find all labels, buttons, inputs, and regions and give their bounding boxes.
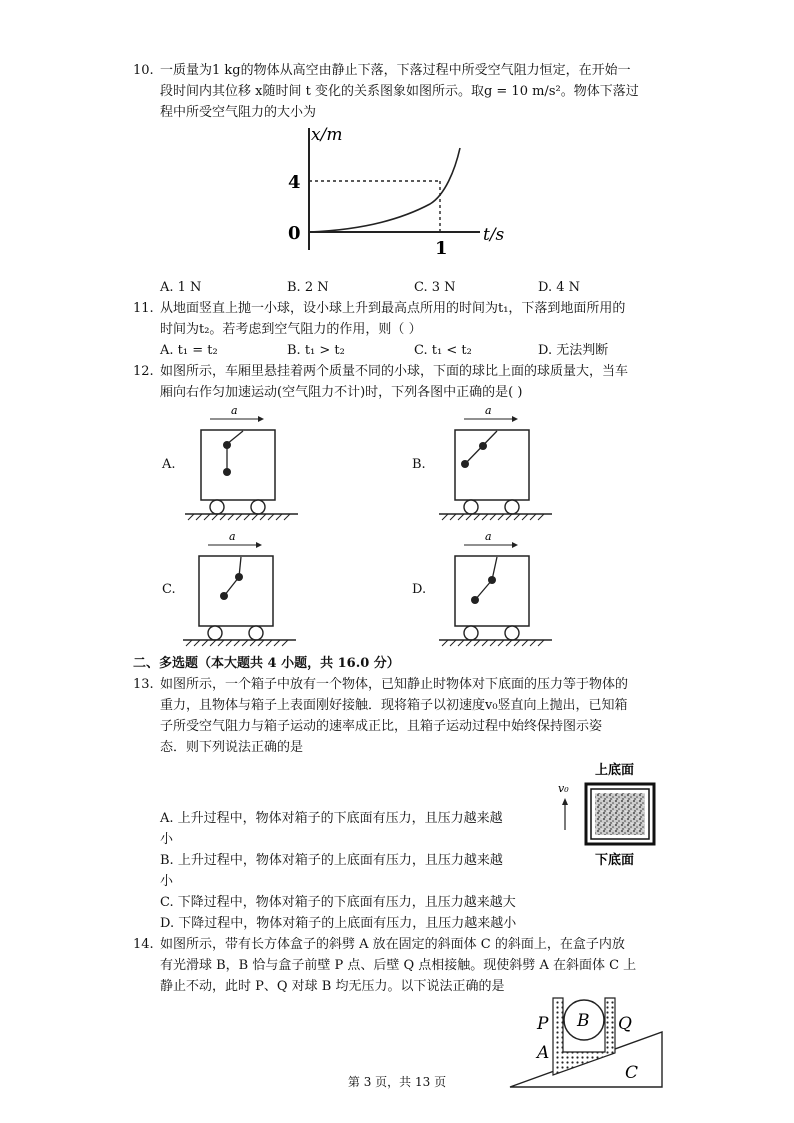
q11-option-c: C. t₁ < t₂ (414, 343, 472, 358)
q10-x-tick-1: 1 (435, 238, 448, 259)
q10-line-2: 段时间内其位移 x随时间 t 变化的关系图象如图所示。取g = 10 m/s²。物体下落过 (160, 84, 639, 99)
q10-option-d: D. 4 N (538, 280, 581, 295)
q13-box-figure (555, 758, 665, 870)
q12-option-a-label: A. (162, 457, 176, 472)
q13-option-b-line-2: 小 (160, 874, 174, 889)
q12-option-d-label: D. (412, 582, 427, 597)
q10-option-c: C. 3 N (414, 280, 456, 295)
q10-line-3: 程中所受空气阻力的大小为 (160, 105, 317, 120)
q13-number: 13. (133, 677, 154, 692)
q12-cart-c (178, 528, 298, 648)
q12-line-2: 厢向右作匀加速运动(空气阻力不计)时，下列各图中正确的是( ) (160, 385, 523, 400)
section-2-heading: 二、多选题（本大题共 4 小题，共 16.0 分） (133, 656, 400, 671)
q13-option-a-line-2: 小 (160, 832, 174, 847)
q10-origin-label: 0 (288, 223, 301, 244)
q12-cart-b (434, 402, 554, 522)
q11-option-a: A. t₁ = t₂ (160, 343, 218, 358)
q10-option-a: A. 1 N (160, 280, 202, 295)
q11-line-2: 时间为t₂。若考虑到空气阻力的作用，则（ ） (160, 322, 422, 337)
q11-line-1: 从地面竖直上抛一小球，设小球上升到最高点所用的时间为t₁，下落到地面所用的 (160, 301, 626, 316)
q14-line-1: 如图所示，带有长方体盒子的斜劈 A 放在固定的斜面体 C 的斜面上，在盒子内放 (160, 937, 625, 952)
q10-x-axis-label: t/s (483, 225, 505, 245)
q13-option-a-line-1: A. 上升过程中，物体对箱子的下底面有压力，且压力越来越 (160, 811, 503, 826)
q12-cart-a-accel-label: a (231, 404, 238, 417)
q14-line-2: 有光滑球 B，B 恰与盒子前壁 P 点、后壁 Q 点相接触。现使斜劈 A 在斜面体 C 上 (160, 958, 637, 973)
q10-number: 10. (133, 63, 154, 78)
q13-line-2: 重力，且物体与箱子上表面刚好接触．现将箱子以初速度v₀竖直向上抛出，已知箱 (160, 698, 628, 713)
q10-y-axis-label: x/m (311, 125, 343, 145)
q14-label-b: B (577, 1011, 590, 1031)
q13-option-b-line-1: B. 上升过程中，物体对箱子的上底面有压力，且压力越来越 (160, 853, 503, 868)
q13-option-c: C. 下降过程中，物体对箱子的下底面有压力，且压力越来越大 (160, 895, 516, 910)
q13-line-3: 子所受空气阻力与箱子运动的速率成正比，且箱子运动过程中始终保持图示姿 (160, 719, 603, 734)
q10-displacement-graph (280, 122, 510, 262)
q12-number: 12. (133, 364, 154, 379)
q13-line-1: 如图所示，一个箱子中放有一个物体，已知静止时物体对下底面的压力等于物体的 (160, 677, 629, 692)
q10-line-1: 一质量为1 kg的物体从高空由静止下落，下落过程中所受空气阻力恒定，在开始一 (160, 63, 631, 78)
q13-bottom-label: 下底面 (595, 853, 635, 868)
q12-line-1: 如图所示，车厢里悬挂着两个质量不同的小球，下面的球比上面的球质量大，当车 (160, 364, 629, 379)
q11-option-b: B. t₁ > t₂ (287, 343, 345, 358)
q11-number: 11. (133, 301, 154, 316)
q12-cart-a (180, 402, 300, 522)
q12-cart-c-accel-label: a (229, 530, 236, 543)
q12-option-c-label: C. (162, 582, 176, 597)
q13-velocity-label: v₀ (558, 782, 569, 795)
q14-label-q: Q (618, 1014, 632, 1034)
q10-option-b: B. 2 N (287, 280, 329, 295)
q14-label-c: C (625, 1063, 639, 1083)
q14-number: 14. (133, 937, 154, 952)
q12-cart-d-accel-label: a (485, 530, 492, 543)
q13-option-d: D. 下降过程中，物体对箱子的上底面有压力，且压力越来越小 (160, 916, 517, 931)
q13-top-label: 上底面 (595, 763, 635, 778)
q14-line-3: 静止不动，此时 P、Q 对球 B 均无压力。以下说法正确的是 (160, 979, 505, 994)
q12-option-b-label: B. (412, 457, 426, 472)
q10-curve (309, 148, 460, 232)
q14-label-a: A (537, 1043, 550, 1063)
q14-label-p: P (537, 1014, 549, 1034)
q12-cart-b-accel-label: a (485, 404, 492, 417)
q11-option-d: D. 无法判断 (538, 343, 609, 358)
page-footer: 第 3 页，共 13 页 (347, 1075, 447, 1089)
q13-line-4: 态．则下列说法正确的是 (160, 740, 304, 755)
q10-y-tick-4: 4 (288, 172, 301, 193)
q12-cart-d (434, 528, 554, 648)
